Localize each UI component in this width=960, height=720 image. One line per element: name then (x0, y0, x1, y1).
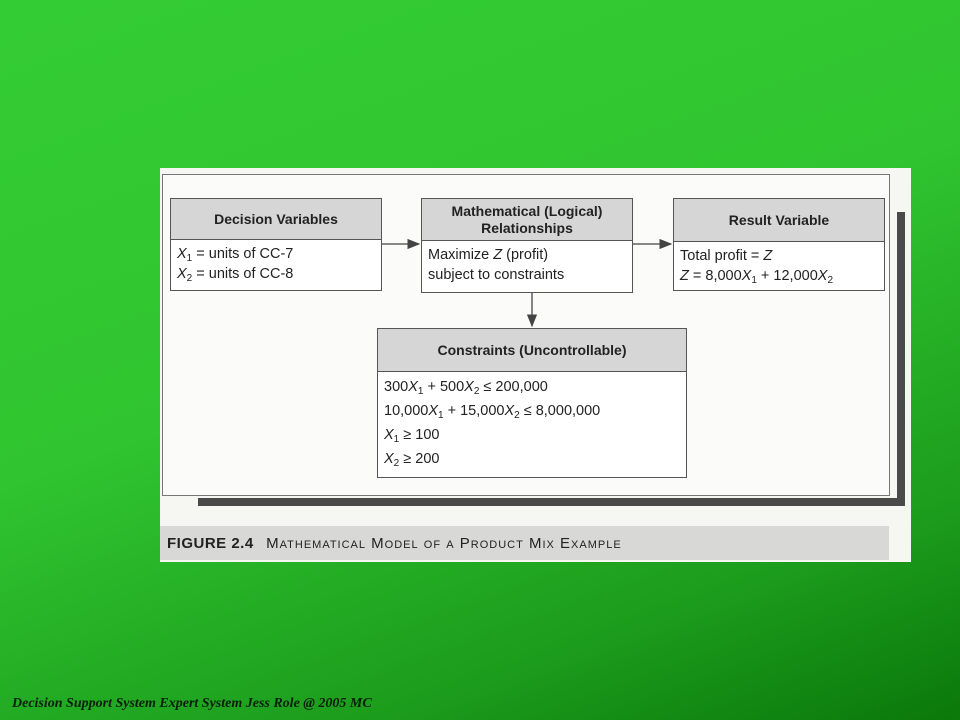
relationships-box (421, 198, 633, 293)
constraint-4: $X_2 \ge 200$ (384, 451, 440, 469)
result-variable-heading: Result Variable (674, 199, 884, 242)
decision-variables-body (171, 240, 381, 288)
constraint-1: $300X_1 + 500X_2 \le 200,000$ (384, 379, 548, 397)
figure-scan (160, 168, 911, 562)
figure-title: Mathematical Model of a Product Mix Example (266, 535, 622, 552)
constraints-heading: Constraints (Uncontrollable) (378, 329, 686, 372)
relationships-body (422, 241, 632, 289)
constraint-2: $10,000X_1 + 15,000X_2 \le 8,000,000$ (384, 403, 601, 421)
relationships-heading: Mathematical (Logical) Relationships (422, 199, 632, 241)
frame-shadow-bottom (198, 498, 905, 506)
constraints-box (377, 328, 687, 478)
result-profit-equation: $Z = 8,000X_1 + 12,000X_2$ (680, 268, 834, 286)
constraint-3: $X_1 \ge 100$ (384, 427, 440, 445)
decision-variables-heading: Decision Variables (171, 199, 381, 240)
figure-caption (160, 526, 889, 560)
decision-variable-x2: $X_2$ = units of CC-8 (177, 266, 294, 284)
slide-footer: Decision Support System Expert System Jess Role @ 2005 MC (12, 696, 372, 711)
result-variable-body (674, 242, 884, 290)
constraints-body (378, 372, 686, 475)
frame-shadow-right (897, 212, 905, 506)
figure-number: FIGURE 2.4 (167, 535, 254, 552)
result-variable-box (673, 198, 885, 291)
result-total-profit: Total profit = Z (680, 248, 773, 264)
relationships-objective: Maximize Z (profit) (428, 247, 549, 263)
decision-variable-x1: $X_1$ = units of CC-7 (177, 246, 294, 264)
relationships-subject-to: subject to constraints (428, 267, 565, 283)
decision-variables-box (170, 198, 382, 291)
